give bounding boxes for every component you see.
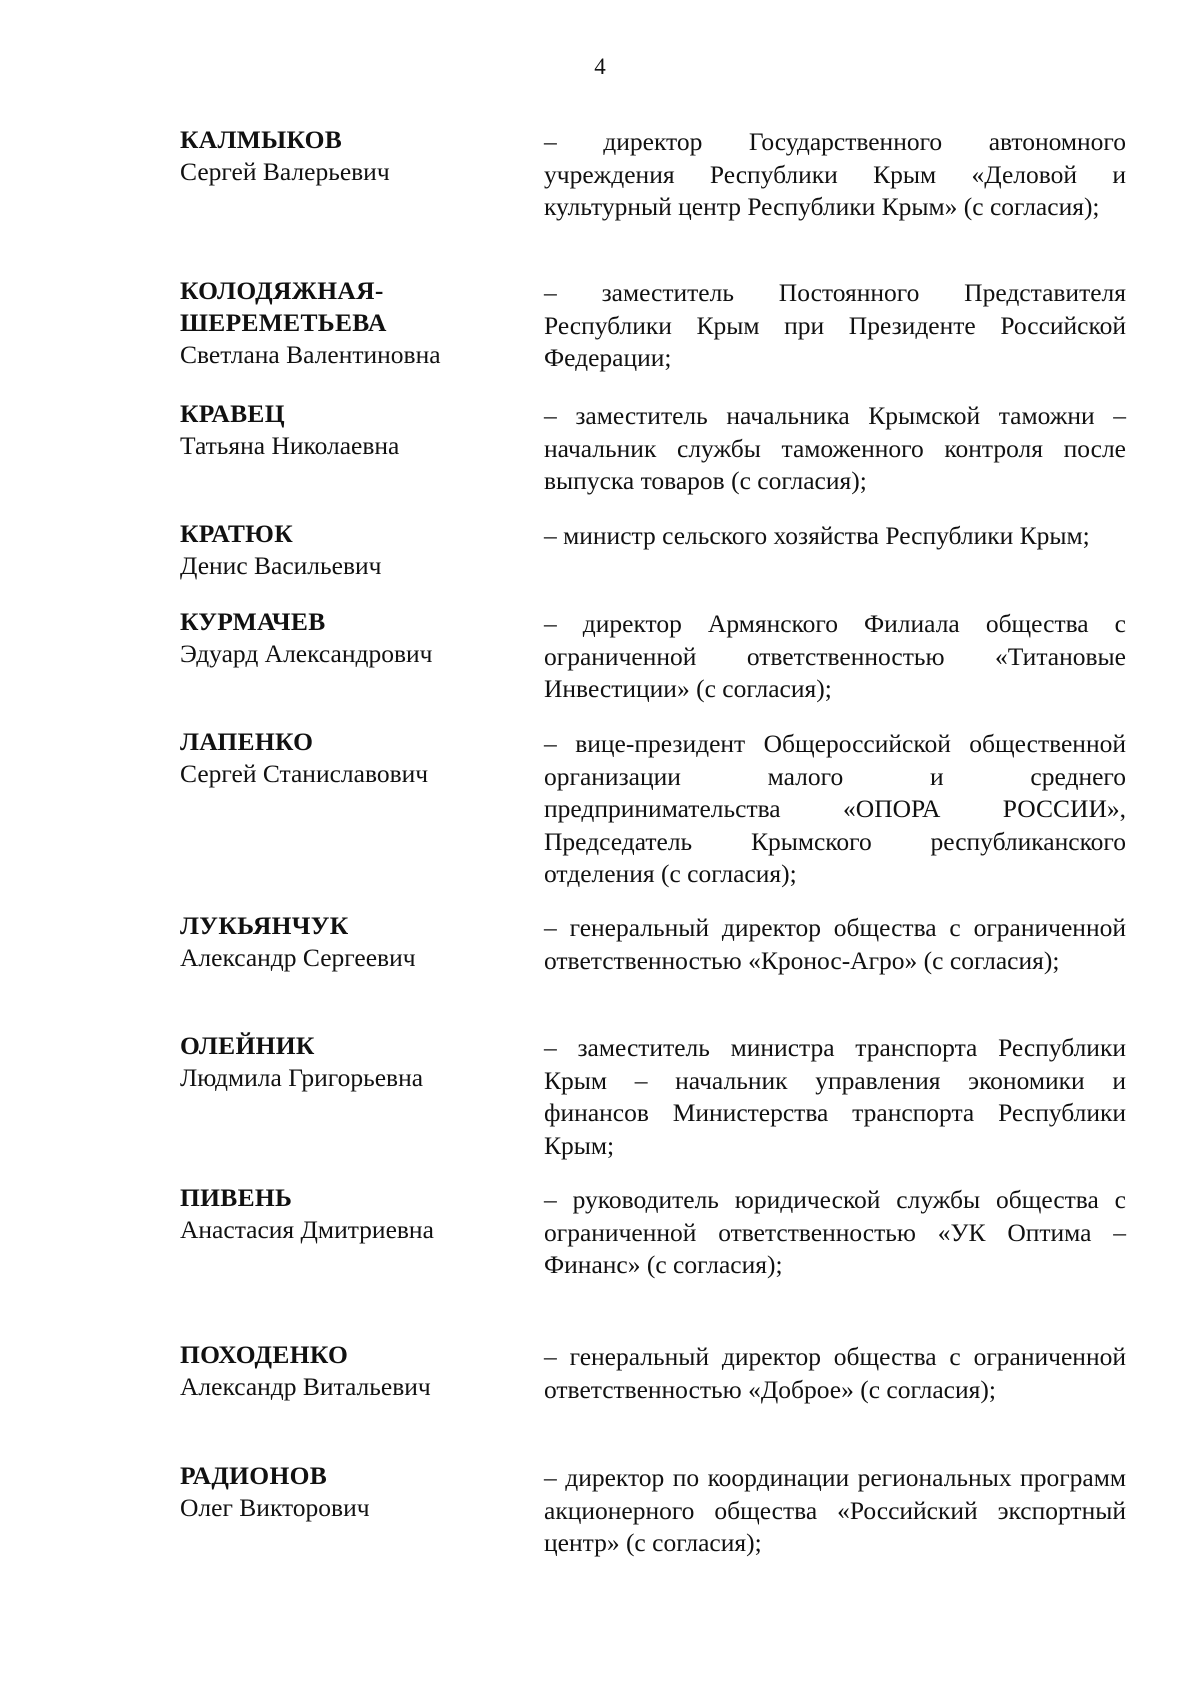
member-name	[180, 1339, 510, 1403]
member-name	[180, 1182, 510, 1246]
member-given-name: Светлана Валентиновна	[180, 340, 441, 369]
member-given-name: Денис Васильевич	[180, 551, 382, 580]
member-role: – директор Государственного автономного учреждения Республики Крым «Деловой и культурный центр Республики Крым» (с согласия);	[544, 127, 1126, 222]
page-number: 4	[594, 54, 606, 79]
member-surname: ПОХОДЕНКО	[180, 1340, 349, 1369]
member-given-name: Анастасия Дмитриевна	[180, 1215, 434, 1244]
member-name	[180, 124, 510, 188]
member-surname: КРАВЕЦ	[180, 399, 285, 428]
member-given-name: Эдуард Александрович	[180, 639, 433, 668]
member-role: – директор Армянского Филиала общества с ограниченной ответственностью «Титановые Инвестиции» (с согласия);	[544, 609, 1126, 704]
member-role: – вице-президент Общероссийской общественной организации малого и среднего предпринимательства «ОПОРА РОССИИ», Председатель Крымского республиканского отделения (с согласия);	[544, 729, 1126, 889]
member-surname: КАЛМЫКОВ	[180, 125, 343, 154]
member-surname: ПИВЕНЬ	[180, 1183, 293, 1212]
member-role: – директор по координации региональных программ акционерного общества «Российский экспортный центр» (с согласия);	[544, 1463, 1126, 1558]
member-role: – заместитель министра транспорта Республики Крым – начальник управления экономики и финансов Министерства транспорта Республики Крым;	[544, 1033, 1126, 1160]
member-given-name: Александр Сергеевич	[180, 943, 416, 972]
member-given-name: Сергей Валерьевич	[180, 157, 390, 186]
member-name	[180, 606, 510, 670]
member-role: – заместитель Постоянного Представителя Республики Крым при Президенте Российской Федерации;	[544, 278, 1126, 373]
member-surname: РАДИОНОВ	[180, 1461, 328, 1490]
member-surname: КРАТЮК	[180, 519, 293, 548]
member-surname: ЛАПЕНКО	[180, 727, 314, 756]
member-role: – министр сельского хозяйства Республики Крым;	[544, 521, 1090, 550]
member-role: – заместитель начальника Крымской таможни – начальник службы таможенного контроля после выпуска товаров (с согласия);	[544, 401, 1126, 496]
member-name	[180, 518, 510, 582]
member-surname: ОЛЕЙНИК	[180, 1031, 315, 1060]
member-given-name: Александр Витальевич	[180, 1372, 431, 1401]
member-name	[180, 1460, 510, 1524]
member-role: – генеральный директор общества с ограниченной ответственностью «Доброе» (с согласия);	[544, 1342, 1126, 1404]
member-surname: ЛУКЬЯНЧУК	[180, 911, 349, 940]
member-name	[180, 1030, 510, 1094]
member-name	[180, 910, 510, 974]
member-role: – руководитель юридической службы общества с ограниченной ответственностью «УК Оптима – Финанс» (с согласия);	[544, 1185, 1126, 1280]
member-surname: КУРМАЧЕВ	[180, 607, 326, 636]
member-given-name: Татьяна Николаевна	[180, 431, 400, 460]
member-given-name: Олег Викторович	[180, 1493, 370, 1522]
member-given-name: Людмила Григорьевна	[180, 1063, 424, 1092]
member-role: – генеральный директор общества с ограниченной ответственностью «Кронос-Агро» (с согласия);	[544, 913, 1126, 975]
member-name	[180, 398, 510, 462]
member-surname: КОЛОДЯЖНАЯ-ШЕРЕМЕТЬЕВА	[180, 276, 387, 337]
member-name	[180, 726, 510, 790]
member-name	[180, 275, 441, 371]
member-given-name: Сергей Станиславович	[180, 759, 429, 788]
